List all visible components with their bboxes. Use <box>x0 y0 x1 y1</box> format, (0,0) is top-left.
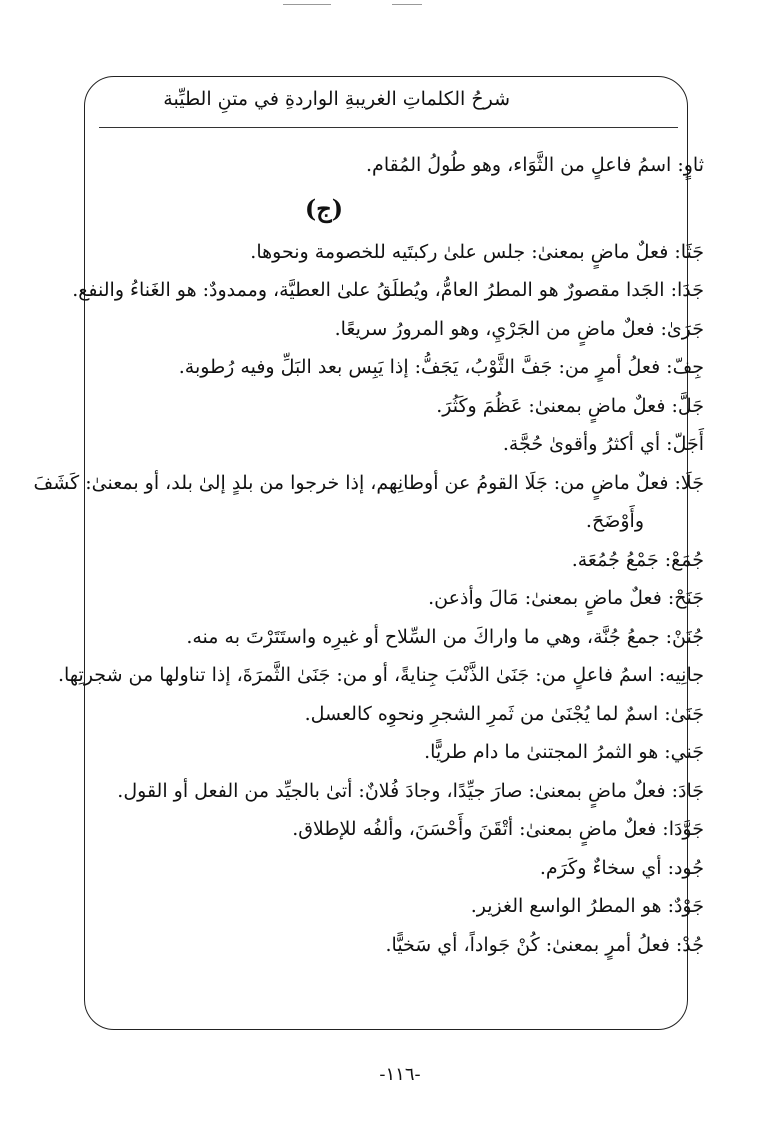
glossary-entry: جَدَا: الجَدا مقصورٌ هو المطرُ العامُّ، ويُطلَقُ علىٰ العطيَّة، وممدودٌ: هو الغَناءُ والنفع. <box>72 279 704 301</box>
glossary-entry: جُود: أي سخاءٌ وكَرَم. <box>539 856 704 879</box>
glossary-entry: جَرَىٰ: فعلٌ ماضٍ من الجَرْيِ، وهو المرورُ سريعًا. <box>334 317 704 340</box>
glossary-entry: جُمَعْ: جَمْعُ جُمُعَة. <box>571 548 704 571</box>
glossary-entry: ثاوٍ: اسمُ فاعلٍ من الثَّوَاء، وهو طُولُ المُقام. <box>366 154 704 176</box>
glossary-entry-continuation: وأَوْضَحَ. <box>585 510 644 532</box>
glossary-entry: جَادَ: فعلٌ ماضٍ بمعنىٰ: صارَ جيِّدًا، وجادَ فُلانٌ: أتىٰ بالجيِّد من الفعل أو القول. <box>117 779 704 802</box>
top-decorative-rule-right <box>392 4 422 5</box>
glossary-entry: جَنَحْ: فعلٌ ماضٍ بمعنىٰ: مَالَ وأذعن. <box>428 587 704 609</box>
glossary-entry: جَلَّ: فعلٌ ماضٍ بمعنىٰ: عَظُمَ وكَثُرَ. <box>436 394 704 417</box>
glossary-entry: جَلَا: فعلٌ ماضٍ من: جَلَا القومُ عن أوطانِهم، إذا خرجوا من بلدٍ إلىٰ بلد، أو بمعنىٰ: كَشَفَ <box>33 471 704 494</box>
glossary-body <box>33 146 704 964</box>
running-head-rule <box>99 127 678 128</box>
page-number: -١١٦- <box>379 1064 421 1085</box>
top-decorative-rule-left <box>283 4 331 5</box>
glossary-entry: جَوْدٌ: هو المطرُ الواسع الغزير. <box>470 895 704 917</box>
glossary-entry: جَوَّدَا: فعلٌ ماضٍ بمعنىٰ: أتْقَنَ وأَحْسَنَ، وألفُه للإطلاق. <box>292 818 704 840</box>
section-heading: (ج) <box>304 193 344 223</box>
glossary-entry: جُدْ: فعلُ أمرٍ بمعنىٰ: كُنْ جَواداً، أي سَخيًّا. <box>385 933 704 956</box>
glossary-entry: جانِيه: اسمُ فاعلٍ من: جَنَىٰ الذَّنْبَ جِنايةً، أو من: جَنَىٰ الثَّمرَةَ، إذا تناولها من شجرتِها. <box>57 664 704 686</box>
glossary-entry: جَنَىٰ: اسمٌ لما يُجْنَىٰ من ثَمرِ الشجرِ ونحوِه كالعسل. <box>304 702 704 725</box>
glossary-entry: جَثَا: فعلٌ ماضٍ بمعنىٰ: جلس علىٰ ركبتَيه للخصومة ونحوها. <box>250 240 704 263</box>
glossary-entry: أَجَلّ: أي أكثرُ وأقوىٰ حُجَّة. <box>502 433 704 455</box>
glossary-entry: جِفّ: فعلُ أمرٍ من: جَفَّ الثَّوْبُ، يَجَفُّ: إذا يَبِس بعد البَلِّ وفيه رُطوبة. <box>178 356 704 378</box>
running-head: شرحُ الكلماتِ الغريبةِ الواردةِ في متنِ الطيِّبة <box>163 88 510 110</box>
glossary-entry: جُنَنْ: جمعُ جُنَّة، وهي ما واراكَ من السِّلاح أو غيرِه واستَتَرْتَ به منه. <box>186 625 704 648</box>
glossary-entry: جَني: هو الثمرُ المجتنىٰ ما دام طريًّا. <box>424 741 704 763</box>
